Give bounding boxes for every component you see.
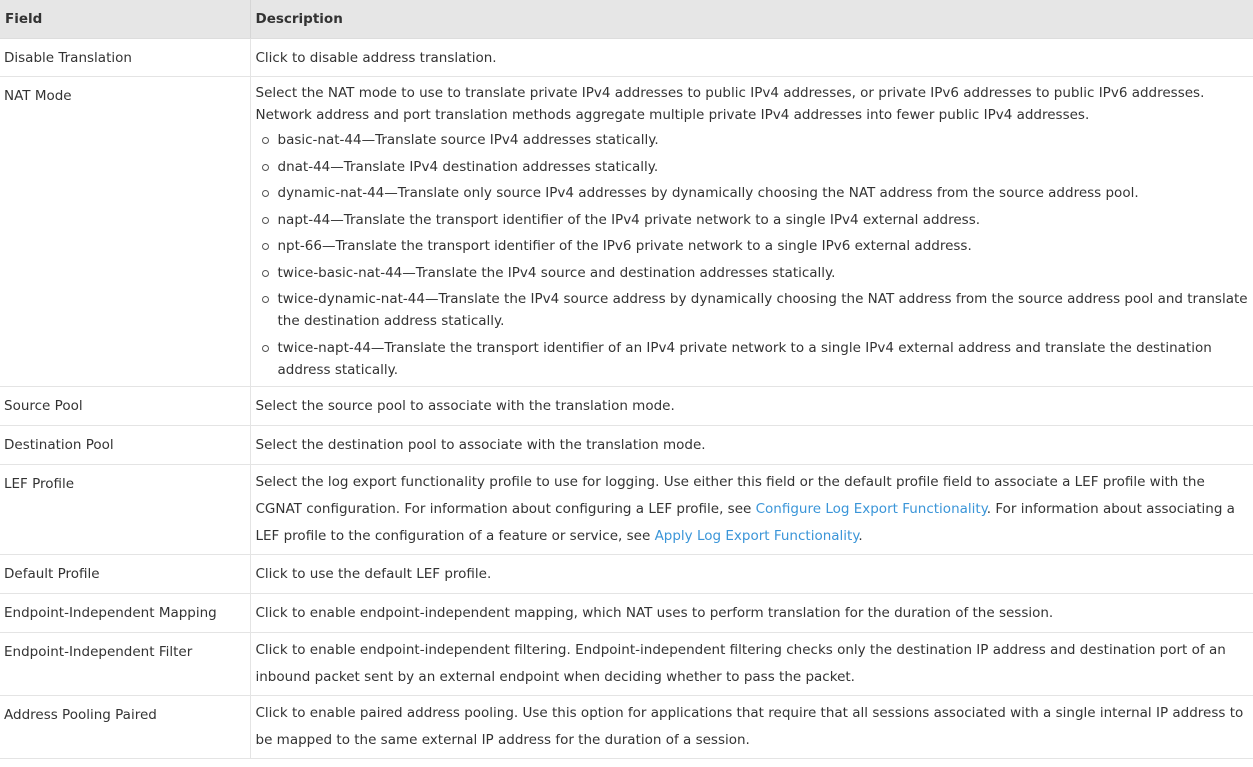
field-name: Default Profile [0, 554, 250, 593]
nat-mode-intro: Select the NAT mode to use to translate private IPv4 addresses to public IPv4 addresses, or private IPv6 addresses to public IPv6 addresses. [255, 85, 1205, 101]
column-header-description: Description [250, 0, 1253, 39]
nat-mode-list [256, 129, 1251, 381]
table-row [0, 425, 1253, 464]
table-row [0, 554, 1253, 593]
table-header-row [0, 0, 1253, 39]
field-name: Endpoint-Independent Mapping [0, 593, 250, 632]
field-name: Disable Translation [0, 39, 250, 77]
lef-text: . For information about associating a LEF profile to the configuration of a feature or service, see [255, 500, 1235, 544]
field-description: Click to enable paired address pooling. Use this option for applications that require that all sessions associated with a single internal IP address to be mapped to the same external IP address for the duration of a session. [250, 695, 1253, 758]
table-row [0, 464, 1253, 554]
list-item: napt-44—Translate the transport identifier of the IPv4 private network to a single IPv4 external address. [278, 209, 1251, 231]
table-row [0, 386, 1253, 425]
table-row [0, 77, 1253, 387]
nat-mode-intro: Network address and port translation methods aggregate multiple private IPv4 addresses into fewer public IPv4 addresses. [255, 107, 1090, 123]
table-row [0, 632, 1253, 695]
configure-log-export-link[interactable]: Configure Log Export Functionality [755, 500, 987, 517]
list-item: npt-66—Translate the transport identifier of the IPv6 private network to a single IPv6 external address. [278, 235, 1251, 257]
list-item: dynamic-nat-44—Translate only source IPv4 addresses by dynamically choosing the NAT address from the source address pool. [278, 182, 1251, 204]
lef-text: Select the log export functionality profile to use for logging. Use either this field or the default profile field to associate a LEF profile with the CGNAT configuration. For information about configuring a LEF profile, see [255, 473, 1205, 517]
list-item: basic-nat-44—Translate source IPv4 addresses statically. [278, 129, 1251, 151]
table-row [0, 695, 1253, 758]
field-description: Click to enable endpoint-independent filtering. Endpoint-independent filtering checks only the destination IP address and destination port of an inbound packet sent by an external endpoint when deciding whether to pass the packet. [250, 632, 1253, 695]
field-name: Source Pool [0, 386, 250, 425]
field-name: Endpoint-Independent Filter [0, 632, 250, 695]
field-name: Destination Pool [0, 425, 250, 464]
field-name: NAT Mode [0, 77, 250, 387]
list-item: twice-dynamic-nat-44—Translate the IPv4 source address by dynamically choosing the NAT address from the source address pool and translate the destination address statically. [278, 288, 1251, 332]
apply-log-export-link[interactable]: Apply Log Export Functionality [654, 527, 859, 544]
table-row [0, 39, 1253, 77]
table-row [0, 593, 1253, 632]
field-description: Select the destination pool to associate with the translation mode. [250, 425, 1253, 464]
field-description: Click to disable address translation. [250, 39, 1253, 77]
field-description: Select the source pool to associate with the translation mode. [250, 386, 1253, 425]
list-item: dnat-44—Translate IPv4 destination addresses statically. [278, 156, 1251, 178]
lef-text: . [858, 527, 863, 544]
field-description: Click to enable endpoint-independent mapping, which NAT uses to perform translation for the duration of the session. [250, 593, 1253, 632]
column-header-field: Field [0, 0, 250, 39]
list-item: twice-basic-nat-44—Translate the IPv4 source and destination addresses statically. [278, 262, 1251, 284]
field-name: LEF Profile [0, 464, 250, 554]
field-name: Address Pooling Paired [0, 695, 250, 758]
list-item: twice-napt-44—Translate the transport identifier of an IPv4 private network to a single IPv4 external address and translate the destination address statically. [278, 337, 1251, 381]
field-description [250, 77, 1253, 387]
field-description [250, 464, 1253, 554]
field-description: Click to use the default LEF profile. [250, 554, 1253, 593]
